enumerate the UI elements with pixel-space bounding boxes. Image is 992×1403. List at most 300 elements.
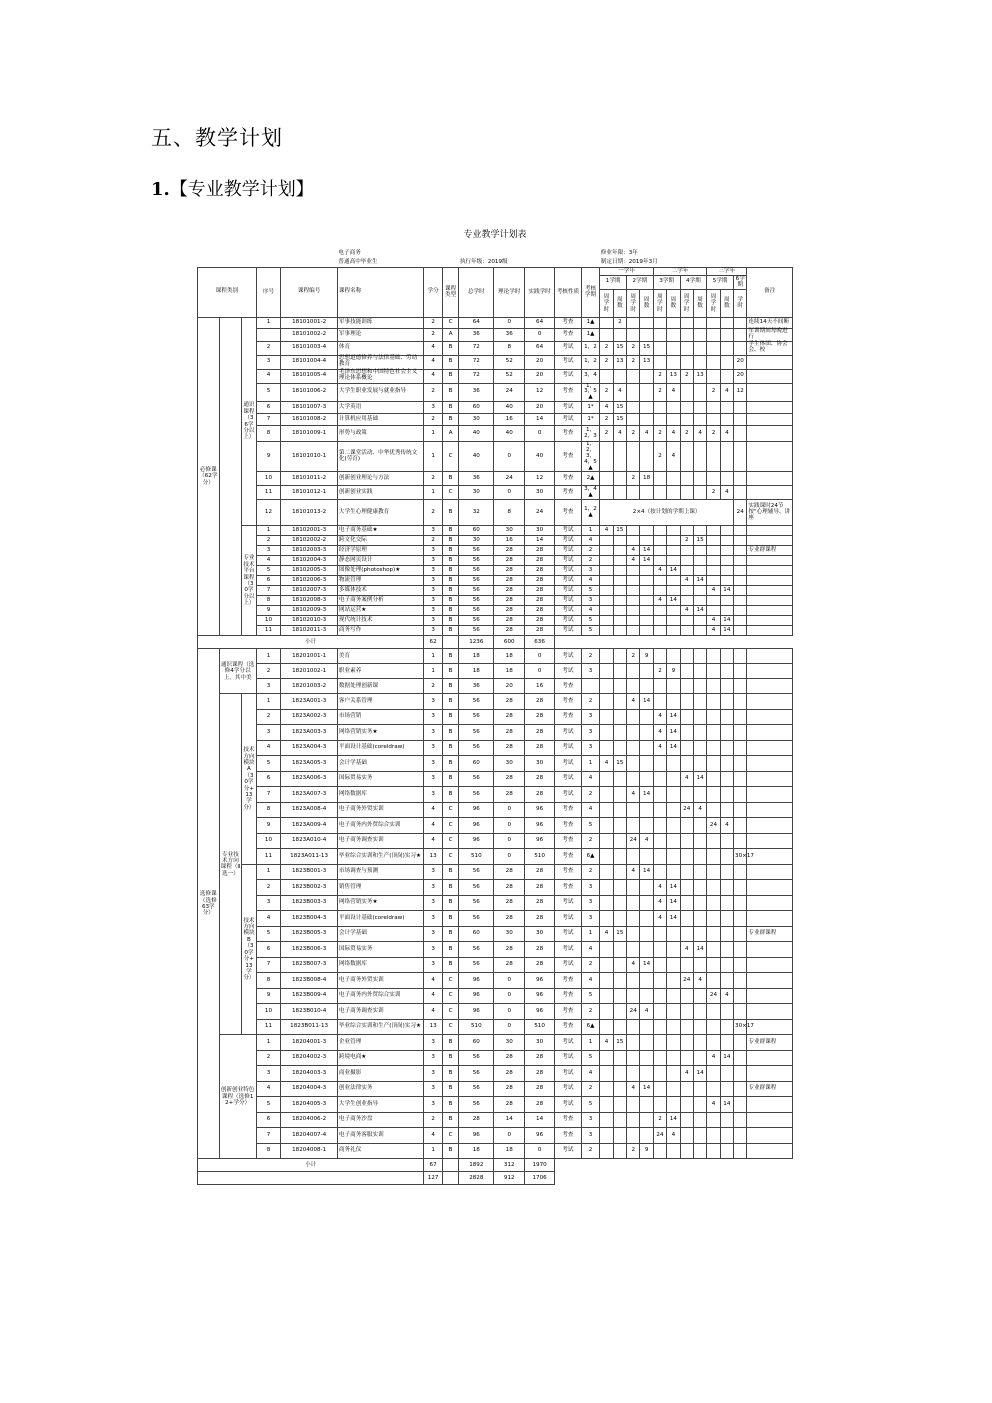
semester-hours [707,556,720,566]
course-type: B [442,596,458,606]
subsection-title: 【专业教学计划】 [169,179,314,200]
semester-hours [627,709,640,725]
semester-hours [693,740,706,756]
credit: 3 [424,880,443,896]
course-type: B [442,626,458,636]
semester-hours: 14 [667,566,680,576]
course-type: C [442,317,458,328]
semester-hours: 4 [627,787,640,803]
theory-hours: 28 [494,626,525,636]
semester-hours [600,576,613,586]
credit: 4 [424,1004,443,1020]
semester-hours [693,725,706,741]
course-name: 军事技能训练 [337,317,423,328]
course-type: C [442,849,458,865]
course-name: 电子商务调查实训 [337,833,423,849]
theory-hours: 40 [494,426,525,442]
subtotal-total: 1236 [459,636,494,649]
semester-hours: 4 [600,756,613,772]
exam-term: 5 [581,818,600,834]
semester-hours [627,616,640,626]
semester-hours [600,442,613,472]
course-no: 8 [256,596,281,606]
semester-hours [640,802,653,818]
course-name: 市场调查与预测 [337,864,423,880]
semester-hours [667,926,680,942]
semester-hours [600,556,613,566]
course-name: 数据处理创新课 [337,679,423,694]
remark: 连续14天不间断 [747,317,793,328]
semester-hours [653,536,666,546]
course-code: 1823B011-13 [281,1019,338,1035]
semester-hours [720,694,733,710]
course-type: B [442,586,458,596]
semester-hours [680,328,693,341]
course-code: 18102002-2 [281,536,338,546]
semester6-hours [734,787,747,803]
semester6-hours [734,973,747,989]
semester-hours [613,787,626,803]
theory-hours: 18 [494,649,525,664]
semester-hours [667,1143,680,1159]
exam-term: 4 [581,771,600,787]
semester-hours [640,911,653,927]
course-type: B [442,546,458,556]
semester-hours: 4 [667,442,680,472]
table-row [198,472,793,486]
exam-term: 2 [581,1143,600,1159]
semester-hours [667,536,680,546]
course-code: 18204006-2 [281,1112,338,1128]
course-type: C [442,973,458,989]
exam-term: 1▲ [581,317,600,328]
table-row [198,536,793,546]
semester-hours [600,1019,613,1035]
semester-hours [720,942,733,958]
practice-hours: 96 [525,802,555,818]
credit: 3 [424,740,443,756]
semester-hours [640,402,653,414]
semester-hours [653,973,666,989]
practice-hours: 28 [525,694,555,710]
exam-type: 考查 [555,833,582,849]
semester-hours [667,414,680,426]
theory-hours: 28 [494,694,525,710]
practice-hours: 28 [525,606,555,616]
course-no: 8 [256,1143,281,1159]
semester-hours [640,442,653,472]
course-code: 1823A011-13 [281,849,338,865]
table-row [198,709,793,725]
theory-hours: 0 [494,849,525,865]
course-name: 毕业综合实训和生产(顶岗)实习★ [337,1019,423,1035]
subtotal-total: 1892 [459,1159,494,1172]
practice-hours: 0 [525,664,555,679]
course-no: 7 [256,586,281,596]
semester-hours [720,556,733,566]
semester-hours [707,664,720,679]
semester-hours [707,725,720,741]
practice-hours: 28 [525,586,555,596]
practice-hours: 0 [525,328,555,341]
semester-hours [693,787,706,803]
remark [747,369,793,383]
practice-hours: 30 [525,526,555,536]
theory-hours: 14 [494,1112,525,1128]
course-name: 电子商务内外贸综合实训 [337,988,423,1004]
semester-hours [627,526,640,536]
semester-hours [693,664,706,679]
semester-hours: 2 [613,317,626,328]
course-name: 毕业综合实训和生产(顶岗)实习★ [337,849,423,865]
course-code: 18101001-2 [281,317,338,328]
course-no: 2 [256,536,281,546]
course-no: 4 [256,1081,281,1097]
remark [747,1128,793,1144]
semester-hours [707,957,720,973]
semester-hours [640,1128,653,1144]
remark [747,911,793,927]
exam-term: 2 [581,787,600,803]
semester6-hours: 30×17 [734,1019,747,1035]
credit: 2 [424,383,443,402]
course-code: 1823B005-3 [281,926,338,942]
semester-hours [613,694,626,710]
practice-hours: 14 [525,1112,555,1128]
semester-hours [707,596,720,606]
semester-hours [627,1035,640,1051]
semester-hours: 15 [613,756,626,772]
exam-type: 考试 [555,664,582,679]
course-no: 6 [256,771,281,787]
subtotal-row [198,1172,793,1185]
header-type: 课程类型 [442,268,458,318]
semester-hours [640,926,653,942]
course-no: 11 [256,486,281,500]
semester-hours: 4 [640,426,653,442]
semester-hours [653,546,666,556]
course-code: 18102001-3 [281,526,338,536]
semester-hours [680,957,693,973]
remark [747,694,793,710]
semester-hours [613,1097,626,1113]
semester-hours: 4 [627,546,640,556]
semester-hours [680,317,693,328]
course-no: 11 [256,1019,281,1035]
exam-type: 考查 [555,1004,582,1020]
semester-hours [613,442,626,472]
semester6-hours [734,679,747,694]
practice-hours: 96 [525,833,555,849]
semester-hours [640,317,653,328]
remark: 专业群课程 [747,926,793,942]
semester-hours [680,1004,693,1020]
semester-hours [653,1050,666,1066]
remark [747,833,793,849]
semester-hours [680,586,693,596]
semester6-hours [734,596,747,606]
table-row [198,880,793,896]
course-no: 9 [256,988,281,1004]
semester-hours [640,771,653,787]
semester6-hours [734,402,747,414]
credit: 3 [424,725,443,741]
semester-hours [627,566,640,576]
semester-hours [667,1019,680,1035]
semester-hours [680,596,693,606]
semester6-hours [734,626,747,636]
practice-hours: 30 [525,486,555,500]
course-name: 电子商务外贸实训 [337,973,423,989]
semester-hours [707,369,720,383]
remark: 专业群课程 [747,546,793,556]
exam-type: 考查 [555,973,582,989]
course-code: 18201001-1 [281,649,338,664]
semester-hours [680,988,693,1004]
semester-hours [707,973,720,989]
table-row [198,402,793,414]
course-no: 3 [256,355,281,369]
header-sub-xs: 学时 [734,289,747,317]
semester-hours [707,679,720,694]
semester-hours: 4 [653,566,666,576]
remark [747,383,793,402]
semester-hours [653,556,666,566]
course-name: 电子商务案例分析 [337,596,423,606]
semester-hours: 4 [640,833,653,849]
semester-hours [640,664,653,679]
semester-hours [640,725,653,741]
total-hours: 32 [459,500,494,526]
group-label-required: 必修课（62学分） [198,317,220,636]
total-hours: 72 [459,369,494,383]
exam-type: 考查 [555,694,582,710]
semester-hours [693,709,706,725]
semester-hours [653,802,666,818]
practice-hours: 24 [525,500,555,526]
semester-hours: 4 [720,486,733,500]
course-code: 18204005-3 [281,1097,338,1113]
semester-hours [680,849,693,865]
total-hours: 56 [459,725,494,741]
semester-hours [600,694,613,710]
semester-hours: 2 [627,472,640,486]
total-hours: 56 [459,942,494,958]
subsection-heading [151,175,314,201]
semester-hours [627,1050,640,1066]
exam-term: 1* [581,402,600,414]
total-hours: 60 [459,526,494,536]
course-name: 国际贸易实务 [337,771,423,787]
semester-hours [653,606,666,616]
semester-hours [693,1097,706,1113]
course-type: B [442,369,458,383]
total-hours: 96 [459,973,494,989]
semester-hours [707,833,720,849]
theory-hours: 0 [494,833,525,849]
semester-hours [613,556,626,566]
course-type: C [442,1004,458,1020]
table-row [198,586,793,596]
semester-hours [627,880,640,896]
course-type: B [442,694,458,710]
table-cell [442,1172,458,1185]
exam-type: 考试 [555,1143,582,1159]
subtotal-row [198,636,793,649]
semester-hours: 4 [680,771,693,787]
exam-type: 考试 [555,740,582,756]
course-name: 跨境电商★ [337,1050,423,1066]
table-row [198,1128,793,1144]
semester-hours [720,880,733,896]
exam-term: 1 [581,1035,600,1051]
course-type: B [442,383,458,402]
semester-hours [627,849,640,865]
semester6-hours [734,911,747,927]
semester-hours [680,1112,693,1128]
course-name: 美育 [337,649,423,664]
table-row [198,787,793,803]
course-code: 18101012-1 [281,486,338,500]
remark [747,616,793,626]
total-hours: 56 [459,740,494,756]
semester-hours [613,957,626,973]
semester-hours [720,536,733,546]
semester-hours [613,626,626,636]
semester-hours [640,988,653,1004]
semester6-hours [734,442,747,472]
semester-hours [707,849,720,865]
semester-hours [627,328,640,341]
exam-term: 4 [581,606,600,616]
course-type: B [442,566,458,576]
semester6-hours [734,526,747,536]
semester-hours: 4 [707,1050,720,1066]
semester-hours: 13 [693,369,706,383]
semester-hours [613,472,626,486]
total-hours: 56 [459,957,494,973]
theory-hours: 30 [494,1035,525,1051]
semester-hours [653,616,666,626]
course-code: 1823A003-3 [281,725,338,741]
semester-hours [720,1066,733,1082]
semester-hours [693,756,706,772]
exam-term: 3，4▲ [581,486,600,500]
semester-hours: 24 [707,818,720,834]
semester-hours: 4 [693,802,706,818]
course-type: B [442,756,458,772]
semester-hours: 4 [667,383,680,402]
credit: 4 [424,369,443,383]
semester-hours: 15 [613,526,626,536]
course-code: 1823B004-3 [281,911,338,927]
exam-term [581,679,600,694]
section-heading: 五、教学计划 [151,126,283,150]
course-type: B [442,740,458,756]
theory-hours: 24 [494,472,525,486]
semester-hours [720,1004,733,1020]
semester-hours [640,880,653,896]
semester-hours [693,1081,706,1097]
exam-term: 2 [581,556,600,566]
subsection-number: 1. [151,179,170,200]
semester-hours [667,472,680,486]
exam-term: 1，2 [581,355,600,369]
semester-hours [653,849,666,865]
header-s2: 2学期 [627,276,654,290]
semester-hours [720,864,733,880]
course-code: 1823B001-3 [281,864,338,880]
exam-term: 3 [581,725,600,741]
exam-type: 考试 [555,942,582,958]
semester-hours [680,566,693,576]
semester-hours [680,402,693,414]
header-year2: 二学年 [653,268,707,276]
table-row [198,596,793,606]
semester-hours [613,911,626,927]
credit: 2 [424,317,443,328]
credit: 3 [424,626,443,636]
semester-hours [600,802,613,818]
table-cell [555,1159,793,1172]
semester-hours [667,802,680,818]
practice-hours: 14 [525,536,555,546]
exam-term: 1 [581,926,600,942]
semester-hours [640,818,653,834]
semester-hours [640,740,653,756]
table-row [198,317,793,328]
course-no: 4 [256,369,281,383]
course-no: 8 [256,973,281,989]
practice-hours: 20 [525,369,555,383]
course-code: 18102005-3 [281,566,338,576]
semester-hours: 13 [667,369,680,383]
semester-hours: 2 [627,1143,640,1159]
semester-hours [653,756,666,772]
semester-hours [653,649,666,664]
semester-hours [667,694,680,710]
course-type: B [442,895,458,911]
semester-hours [693,895,706,911]
semester-hours [720,849,733,865]
group-label-innov: 创新创业特色课程（选修12+学分） [219,1035,256,1159]
course-name: 跨文化交际 [337,536,423,546]
semester-hours [653,787,666,803]
semester-hours [720,895,733,911]
theory-hours: 28 [494,576,525,586]
semester-hours [600,1081,613,1097]
semester-hours [600,1128,613,1144]
header-sub-zxs: 周学时 [653,289,666,317]
semester-hours [707,328,720,341]
remark [747,1112,793,1128]
course-type: B [442,926,458,942]
credit: 13 [424,1019,443,1035]
course-name: 平面设计基础(coreldraw) [337,740,423,756]
subtotal-practice: 1706 [525,1172,555,1185]
course-name: 计算机应用基础 [337,414,423,426]
subtotal-label: 小计 [198,1159,424,1172]
semester-hours [693,1128,706,1144]
course-type: B [442,355,458,369]
semester-hours [720,787,733,803]
semester-hours: 4 [707,626,720,636]
semester-hours [680,864,693,880]
practice-hours: 12 [525,472,555,486]
course-name: 经济学原理 [337,546,423,556]
semester-hours [653,1097,666,1113]
table-row [198,369,793,383]
